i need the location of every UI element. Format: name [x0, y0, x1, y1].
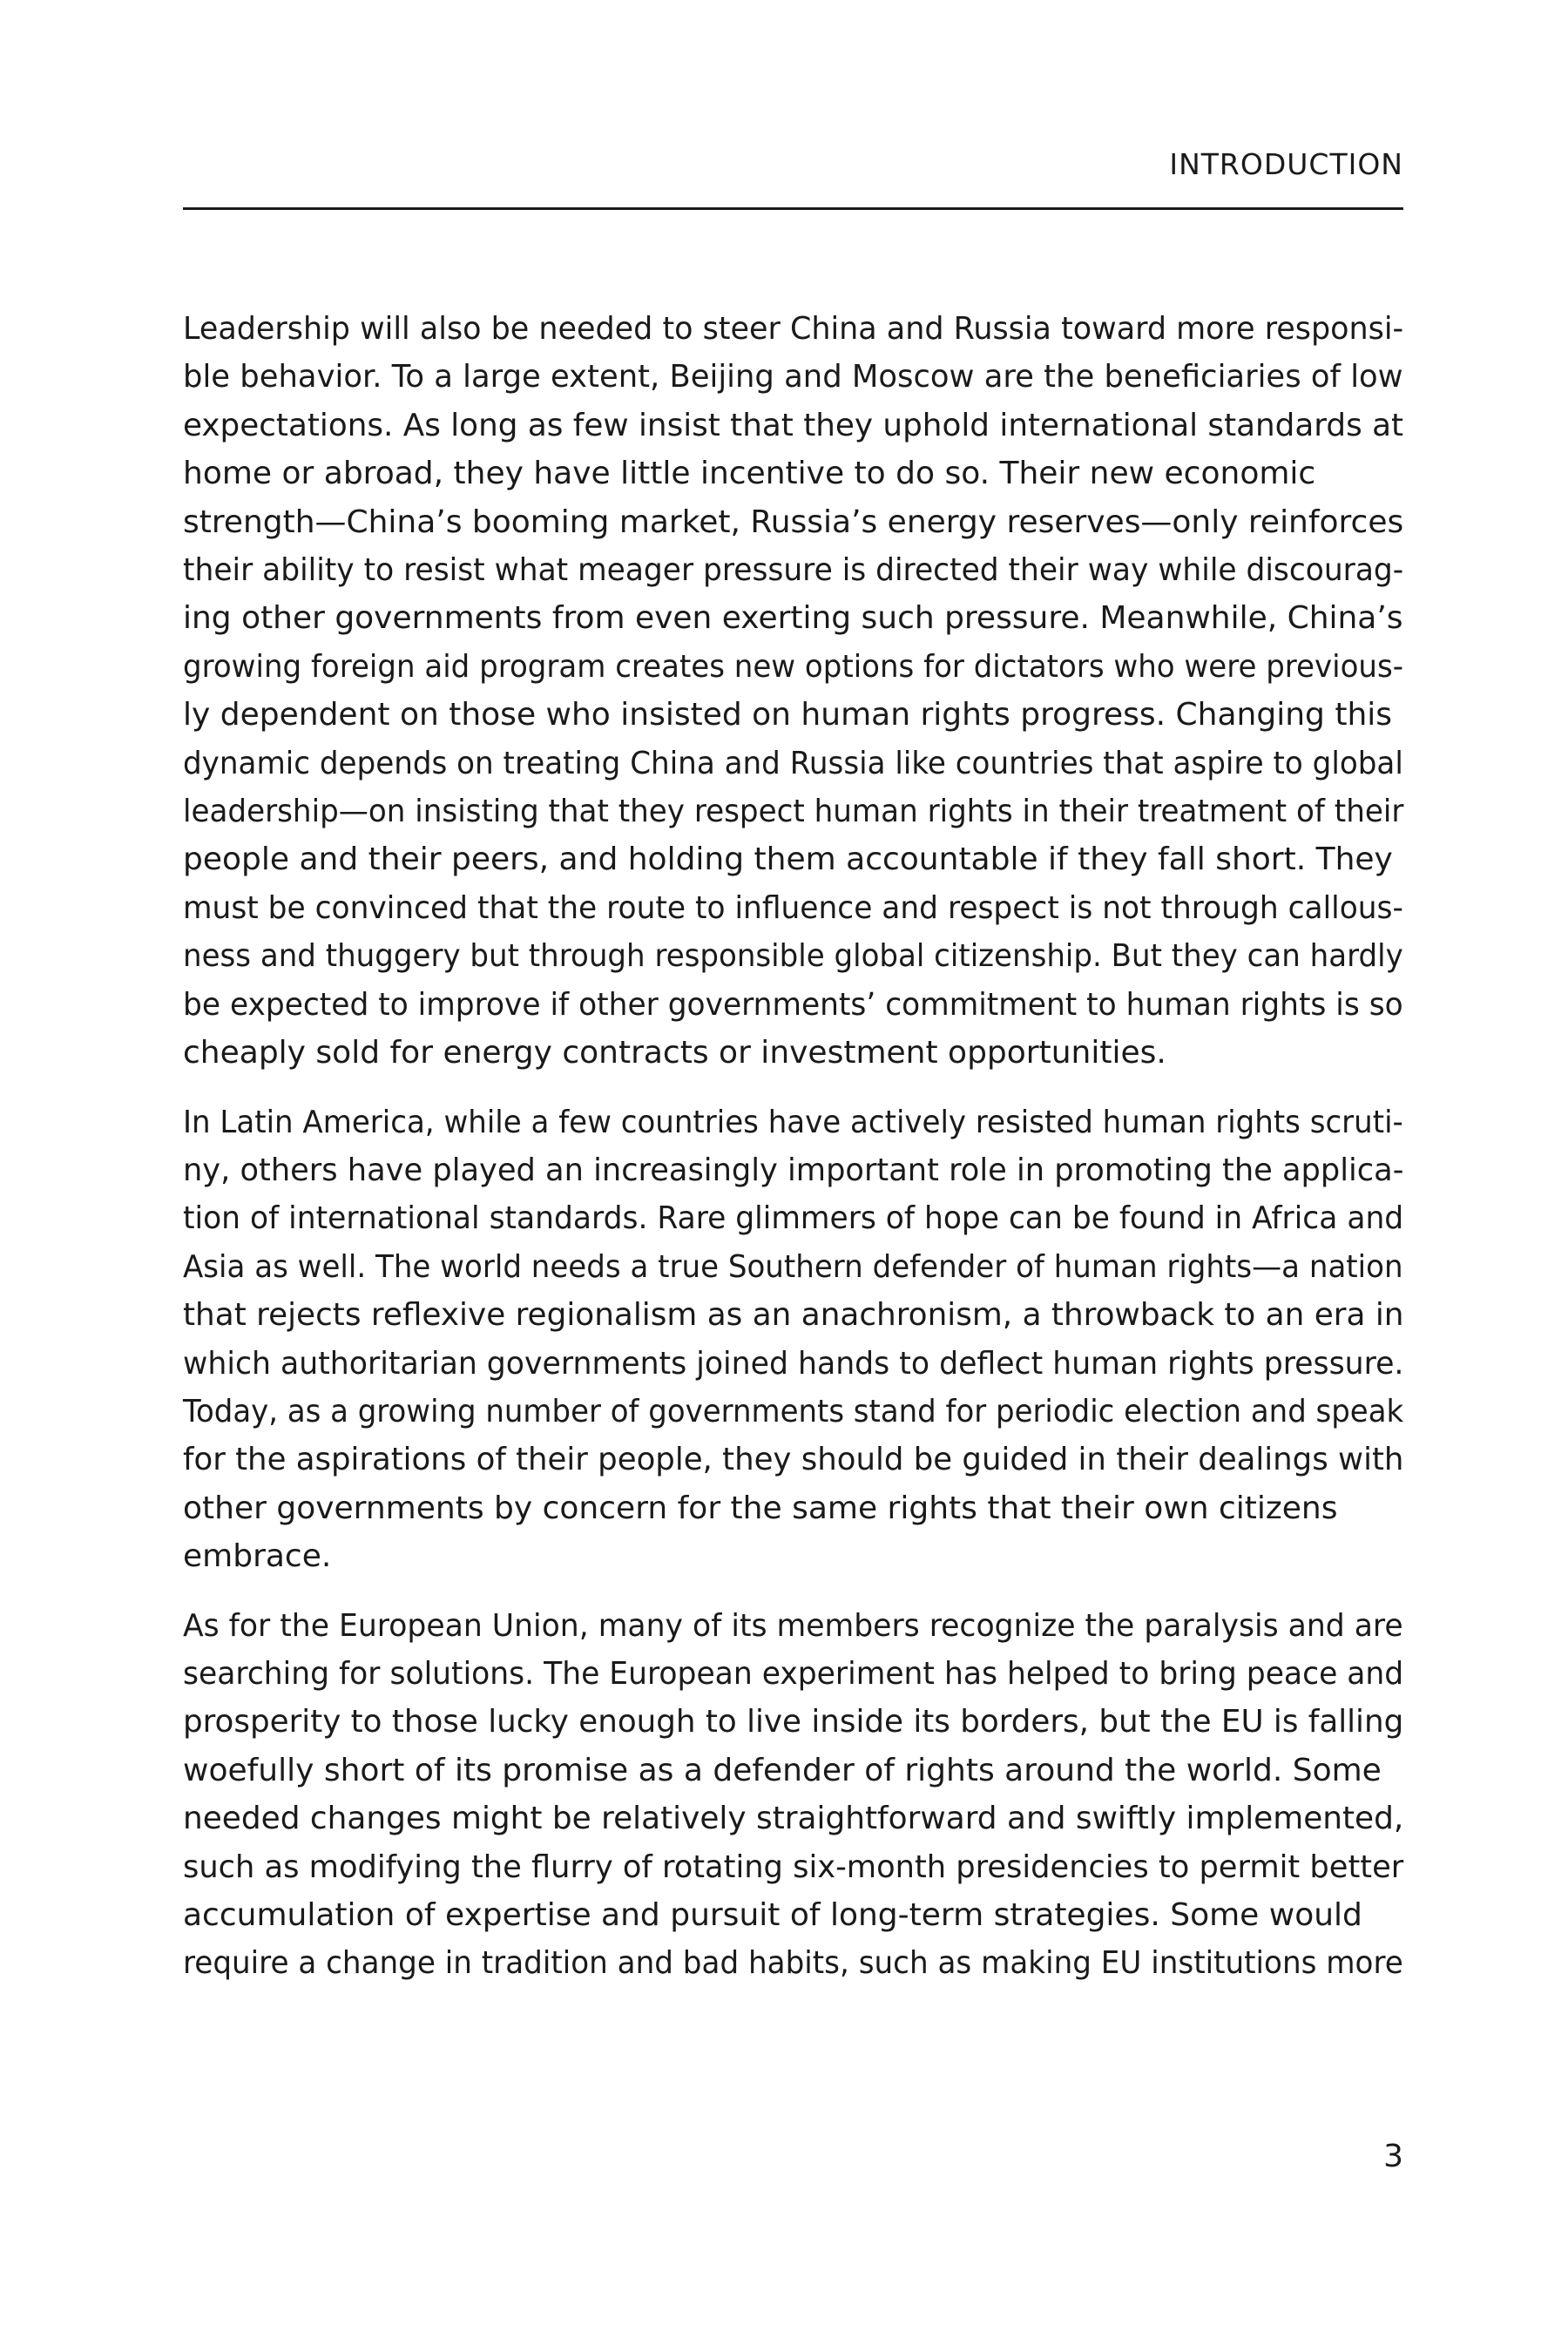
text-line: strength—China’s booming market, Russia’s energy reserves—only reinforces [183, 504, 1404, 540]
text-line: tion of international standards. Rare glimmers of hope can be found in Africa and [183, 1200, 1404, 1237]
text-line: woefully short of its promise as a defender of rights around the world. Some [183, 1752, 1382, 1788]
text-line: ly dependent on those who insisted on human rights progress. Changing this [183, 697, 1393, 733]
text-line: must be convinced that the route to influence and respect is not through callous- [183, 889, 1403, 926]
text-line: leadership—on insisting that they respect human rights in their treatment of their [183, 794, 1404, 830]
text-line: growing foreign aid program creates new options for dictators who were previous- [183, 648, 1403, 685]
text-line: other governments by concern for the same rights that their own citizens [183, 1490, 1338, 1526]
text-line: for the aspirations of their people, they should be guided in their dealings with [183, 1442, 1404, 1478]
text-line: home or abroad, they have little incentive to do so. Their new economic [183, 456, 1316, 492]
text-line: which authoritarian governments joined hands to deflect human rights pressure. [183, 1345, 1404, 1382]
text-line: In Latin America, while a few countries have actively resisted human rights scruti- [183, 1104, 1403, 1140]
text-line: Asia as well. The world needs a true Southern defender of human rights—a nation [183, 1248, 1403, 1285]
text-line: such as modifying the flurry of rotating six-month presidencies to permit better [183, 1848, 1404, 1885]
page-number: 3 [1383, 2139, 1403, 2174]
text-line: dynamic depends on treating China and Russia like countries that aspire to global [183, 745, 1403, 781]
text-line: embrace. [183, 1538, 332, 1575]
text-line: searching for solutions. The European experiment has helped to bring peace and [183, 1655, 1404, 1692]
paragraph-1 [183, 305, 1403, 1078]
text-line: ing other governments from even exerting such pressure. Meanwhile, China’s [183, 600, 1403, 637]
text-line: Leadership will also be needed to steer China and Russia toward more responsi- [183, 311, 1404, 347]
text-line: needed changes might be relatively straightforward and swiftly implemented, [183, 1801, 1404, 1837]
header-rule [183, 207, 1403, 210]
text-line: require a change in tradition and bad habits, such as making EU institutions more [183, 1945, 1403, 1982]
text-line: their ability to resist what meager pressure is directed their way while discourag- [183, 552, 1404, 589]
text-line: be expected to improve if other governments’ commitment to human rights is so [183, 986, 1403, 1023]
text-line: people and their peers, and holding them accountable if they fall short. They [183, 841, 1393, 878]
text-line: that rejects reflexive regionalism as an anachronism, a throwback to an era in [183, 1297, 1404, 1334]
text-line: accumulation of expertise and pursuit of long-term strategies. Some would [183, 1897, 1362, 1933]
text-line: Today, as a growing number of governments stand for periodic election and speak [183, 1393, 1404, 1429]
text-line: ness and thuggery but through responsible global citizenship. But they can hardly [183, 938, 1403, 975]
paragraph-2 [183, 1098, 1403, 1581]
running-head: INTRODUCTION [1169, 147, 1403, 181]
text-line: ny, others have played an increasingly important role in promoting the applica- [183, 1152, 1404, 1188]
text-line: expectations. As long as few insist that they uphold international standards at [183, 407, 1404, 443]
text-line: ble behavior. To a large extent, Beijing and Moscow are the beneficiaries of low [183, 359, 1403, 395]
text-line: cheaply sold for energy contracts or investment opportunities. [183, 1035, 1166, 1071]
body-text [183, 305, 1403, 2009]
text-line: As for the European Union, many of its members recognize the paralysis and are [183, 1607, 1403, 1644]
text-line: prosperity to those lucky enough to live inside its borders, but the EU is falling [183, 1704, 1404, 1740]
paragraph-3 [183, 1602, 1403, 1988]
